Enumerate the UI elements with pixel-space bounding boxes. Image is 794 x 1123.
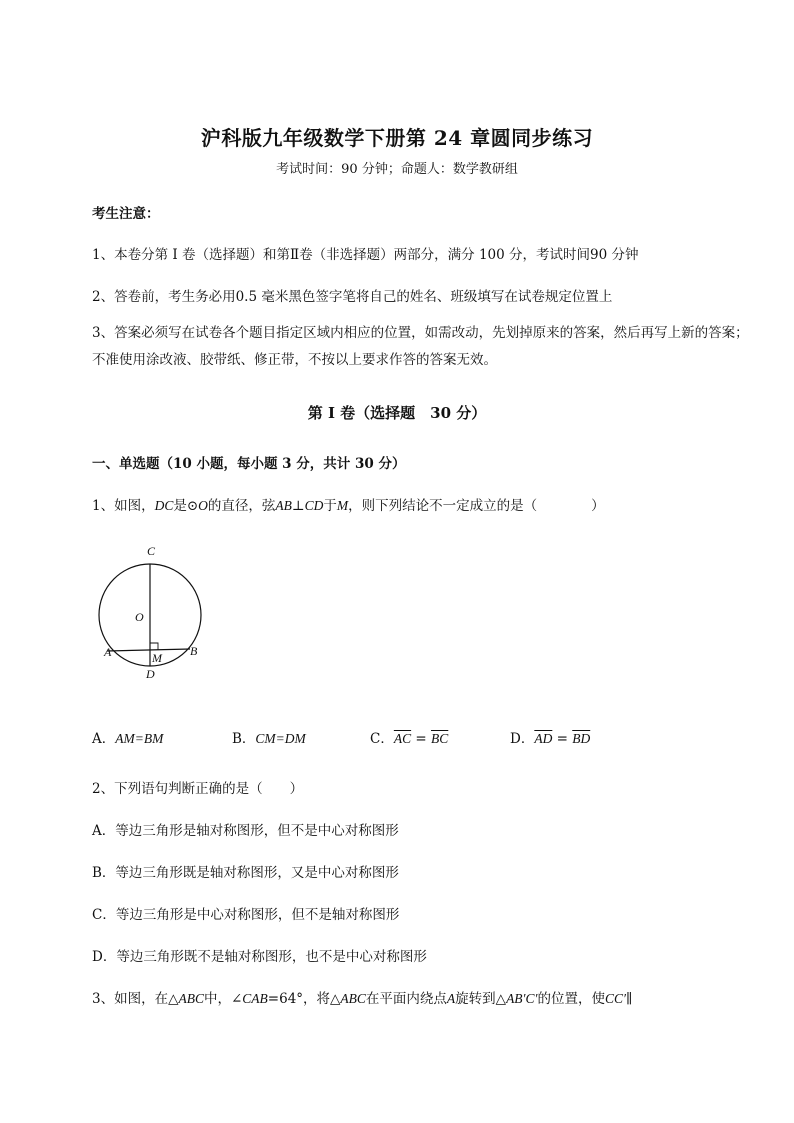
- q1-choice-b: B．CM=DM: [232, 731, 306, 747]
- note-item: 2、答卷前，考生务必用0.5 毫米黑色签字笔将自己的姓名、班级填写在试卷规定位置上: [92, 289, 613, 305]
- q1-choice-a: A．AM=BM: [92, 731, 164, 747]
- label-c: C: [147, 544, 156, 558]
- chord-ab: [107, 649, 190, 651]
- circle-figure: [92, 540, 222, 685]
- label-o: O: [135, 610, 144, 624]
- exam-info: 考试时间：90 分钟；命题人：数学教研组: [276, 162, 518, 177]
- q1-choice-d: D．$\overline{AD} = \overline{BD}$: [510, 731, 591, 747]
- question-3-stem: 3、如图，在△ABC中，∠CAB=64°，将△ABC在平面内绕点A旋转到△AB′C′的位置，使CC′∥: [92, 991, 633, 1007]
- label-d: D: [146, 667, 155, 681]
- q2-option-a: A．等边三角形是轴对称图形，但不是中心对称图形: [92, 823, 399, 839]
- question-2-stem: 2、下列语句判断正确的是（ ）: [92, 781, 304, 797]
- label-b: B: [190, 644, 198, 658]
- q2-option-d: D．等边三角形既不是轴对称图形，也不是中心对称图形: [92, 949, 427, 965]
- notes-heading: 考生注意：: [92, 206, 160, 222]
- note-item: 1、本卷分第 I 卷（选择题）和第Ⅱ卷（非选择题）两部分，满分 100 分，考试时间90 分钟: [92, 247, 639, 263]
- label-a: A: [104, 645, 112, 659]
- right-angle-mark: [150, 643, 158, 650]
- q1-choice-c: C．$\overline{AC} = \overline{BC}$: [370, 731, 449, 747]
- q2-option-c: C．等边三角形是中心对称图形，但不是轴对称图形: [92, 907, 400, 923]
- part-heading: 一、单选题（10 小题，每小题 3 分，共计 30 分）: [92, 456, 406, 472]
- section-title: 第 I 卷（选择题 30 分）: [307, 404, 487, 422]
- q2-option-b: B．等边三角形既是轴对称图形，又是中心对称图形: [92, 865, 399, 881]
- note-item: 3、答案必须写在试卷各个题目指定区域内相应的位置，如需改动，先划掉原来的答案，然后再写上新的答案；不准使用涂改液、胶带纸、修正带，不按以上要求作答的答案无效。: [92, 325, 749, 368]
- page-title: 沪科版九年级数学下册第 24 章圆同步练习: [200, 126, 594, 150]
- label-m: M: [152, 651, 162, 665]
- question-1-stem: 1、如图，DC是⊙O的直径，弦AB⊥CD于M，则下列结论不一定成立的是（ ）: [92, 498, 605, 514]
